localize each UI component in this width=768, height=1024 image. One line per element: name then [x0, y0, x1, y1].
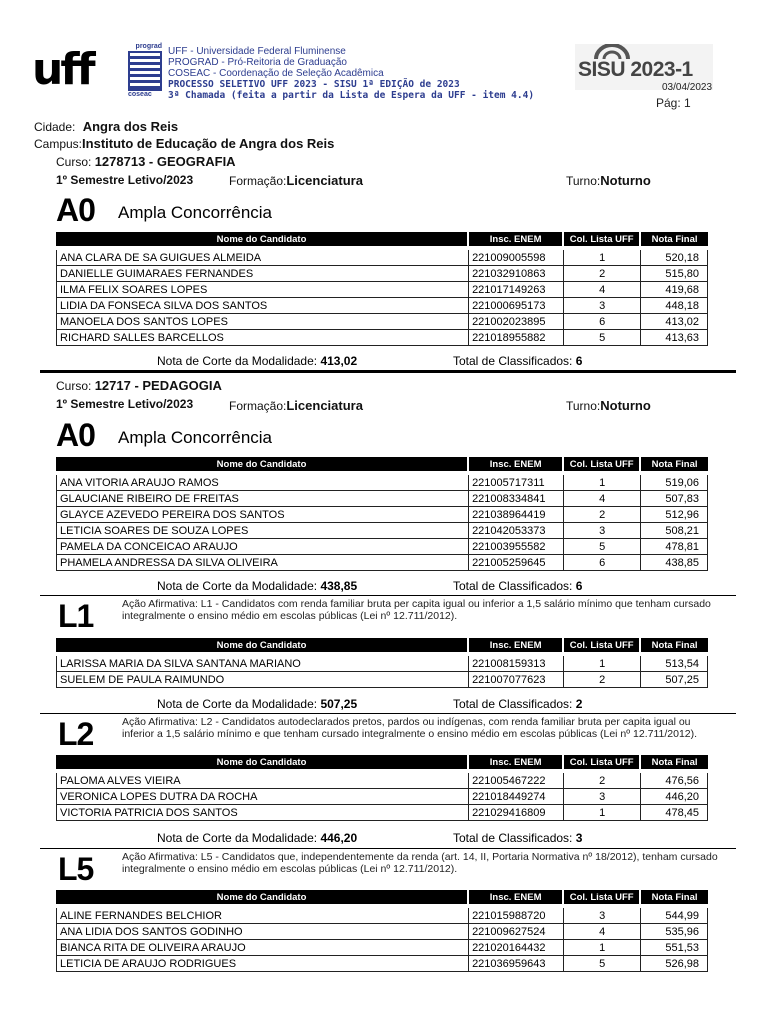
nota-corte-label: Nota de Corte da Modalidade:	[157, 697, 318, 711]
total-label: Total de Classificados:	[453, 354, 573, 368]
enem-number: 221032910863	[469, 266, 564, 282]
formacao-value: Licenciatura	[286, 398, 363, 413]
table-row	[56, 523, 708, 539]
turno-label: Turno:	[566, 174, 601, 188]
enem-number: 221018449274	[469, 789, 564, 805]
total-value: 6	[575, 579, 583, 593]
table-header-row	[56, 457, 708, 471]
page-indicator	[656, 96, 691, 110]
nota-final: 419,68	[641, 282, 708, 298]
total-classificados	[453, 697, 582, 711]
col-header-lista: Col. Lista UFF	[564, 638, 641, 652]
nota-final: 512,96	[641, 507, 708, 523]
lista-position: 2	[564, 773, 641, 789]
cidade-label: Cidade:	[34, 120, 76, 134]
candidate-name: BIANCA RITA DE OLIVEIRA ARAUJO	[56, 940, 469, 956]
modality-title: Ampla Concorrência	[118, 428, 273, 447]
nota-corte-value: 438,85	[320, 579, 358, 593]
lista-position: 1	[564, 250, 641, 266]
table-row	[56, 266, 708, 282]
nota-final: 438,85	[641, 555, 708, 571]
nota-final: 478,45	[641, 805, 708, 821]
uff-logo-text: uff	[32, 50, 93, 94]
formacao-label: Formação:	[229, 174, 287, 188]
modality-code: L2	[58, 716, 94, 752]
modality-divider	[40, 595, 736, 596]
lista-position: 1	[564, 475, 641, 491]
col-header-nome: Nome do Candidato	[56, 638, 469, 652]
candidate-name: VICTORIA PATRICIA DOS SANTOS	[56, 805, 469, 821]
candidate-name: DANIELLE GUIMARAES FERNANDES	[56, 266, 469, 282]
col-header-nota: Nota Final	[641, 232, 708, 246]
sisu-title: SISU 2023-1	[578, 58, 693, 81]
table-row	[56, 672, 708, 688]
enem-number: 221015988720	[469, 908, 564, 924]
formacao-value: Licenciatura	[286, 173, 363, 188]
lista-position: 1	[564, 805, 641, 821]
nota-final: 413,63	[641, 330, 708, 346]
candidate-name: VERONICA LOPES DUTRA DA ROCHA	[56, 789, 469, 805]
enem-number: 221009627524	[469, 924, 564, 940]
turno-row	[566, 173, 651, 188]
nota-corte	[157, 831, 357, 845]
enem-number: 221009005598	[469, 250, 564, 266]
candidate-name: RICHARD SALLES BARCELLOS	[56, 330, 469, 346]
table-header-row	[56, 890, 708, 904]
modality-divider	[40, 848, 736, 849]
table-header-row	[56, 755, 708, 769]
semestre-label: 1º Semestre Letivo/2023	[56, 397, 194, 411]
table-row	[56, 555, 708, 571]
institution-header	[168, 46, 534, 101]
nota-corte-label: Nota de Corte da Modalidade:	[157, 831, 318, 845]
curso-value: 12717 - PEDAGOGIA	[94, 378, 222, 393]
enem-number: 221000695173	[469, 298, 564, 314]
col-header-nota: Nota Final	[641, 755, 708, 769]
modality-divider	[40, 713, 736, 714]
col-header-nome: Nome do Candidato	[56, 232, 469, 246]
table-row	[56, 940, 708, 956]
lista-position: 1	[564, 940, 641, 956]
campus-label: Campus:	[34, 137, 83, 151]
coseac-logo-text: coseac	[128, 91, 152, 98]
page-number: 1	[684, 96, 691, 110]
nota-final: 508,21	[641, 523, 708, 539]
nota-final: 535,96	[641, 924, 708, 940]
curso-label: Curso:	[56, 379, 92, 393]
modality-code: L5	[58, 851, 94, 887]
col-header-enem: Insc. ENEM	[469, 457, 564, 471]
nota-final: 526,98	[641, 956, 708, 972]
table-row	[56, 773, 708, 789]
candidate-name: GLAUCIANE RIBEIRO DE FREITAS	[56, 491, 469, 507]
lista-position: 3	[564, 298, 641, 314]
enem-number: 221017149263	[469, 282, 564, 298]
header-date: 03/04/2023	[662, 82, 713, 93]
curso-value: 1278713 - GEOGRAFIA	[94, 154, 236, 169]
col-header-enem: Insc. ENEM	[469, 755, 564, 769]
nota-final: 413,02	[641, 314, 708, 330]
col-header-enem: Insc. ENEM	[469, 232, 564, 246]
lista-position: 1	[564, 656, 641, 672]
lista-position: 4	[564, 924, 641, 940]
total-label: Total de Classificados:	[453, 697, 573, 711]
nota-final: 507,25	[641, 672, 708, 688]
total-classificados	[453, 354, 582, 368]
candidate-name: LETICIA SOARES DE SOUZA LOPES	[56, 523, 469, 539]
nota-final: 478,81	[641, 539, 708, 555]
course-divider	[40, 370, 736, 373]
nota-final: 515,80	[641, 266, 708, 282]
total-label: Total de Classificados:	[453, 831, 573, 845]
semestre-label: 1º Semestre Letivo/2023	[56, 173, 194, 187]
enem-number: 221020164432	[469, 940, 564, 956]
table-row	[56, 282, 708, 298]
turno-label: Turno:	[566, 399, 601, 413]
header-line-prograd: PROGRAD - Pró-Reitoria de Graduação	[168, 57, 347, 68]
lista-position: 4	[564, 282, 641, 298]
enem-number: 221005259645	[469, 555, 564, 571]
curso-label: Curso:	[56, 155, 92, 169]
formacao-row	[229, 398, 363, 413]
lista-position: 6	[564, 314, 641, 330]
table-row	[56, 908, 708, 924]
candidate-name: ANA LIDIA DOS SANTOS GODINHO	[56, 924, 469, 940]
table-row	[56, 805, 708, 821]
formacao-row	[229, 173, 363, 188]
enem-number: 221008334841	[469, 491, 564, 507]
modality-description: Ação Afirmativa: L2 - Candidatos autodeclarados pretos, pardos ou indígenas, com renda familiar bruta per capita igual ou inferior a 1,5 salário mínimo e que tenham cursado integralmente o ensino médio em escolas públicas (Lei nº 12.711/2012).	[122, 716, 698, 740]
candidates-table	[56, 890, 708, 972]
nota-corte	[157, 697, 357, 711]
candidate-name: LIDIA DA FONSECA SILVA DOS SANTOS	[56, 298, 469, 314]
table-row	[56, 539, 708, 555]
candidate-name: PHAMELA ANDRESSA DA SILVA OLIVEIRA	[56, 555, 469, 571]
lista-position: 2	[564, 266, 641, 282]
header-process: PROCESSO SELETIVO UFF 2023 - SISU 1ª EDIÇÃO de 2023	[168, 79, 460, 90]
modality-code: A0	[56, 192, 95, 228]
nota-corte-label: Nota de Corte da Modalidade:	[157, 354, 318, 368]
campus-value: Instituto de Educação de Angra dos Reis	[82, 136, 335, 151]
enem-number: 221005467222	[469, 773, 564, 789]
candidates-table	[56, 232, 708, 346]
lista-position: 6	[564, 555, 641, 571]
candidate-name: ALINE FERNANDES BELCHIOR	[56, 908, 469, 924]
enem-number: 221018955882	[469, 330, 564, 346]
col-header-nota: Nota Final	[641, 457, 708, 471]
lista-position: 2	[564, 672, 641, 688]
enem-number: 221003955582	[469, 539, 564, 555]
header-line-uff: UFF - Universidade Federal Fluminense	[168, 46, 346, 57]
nota-corte	[157, 579, 357, 593]
nota-final: 446,20	[641, 789, 708, 805]
lista-position: 4	[564, 491, 641, 507]
candidates-table	[56, 755, 708, 821]
table-row	[56, 956, 708, 972]
lista-position: 2	[564, 507, 641, 523]
nota-corte-value: 413,02	[320, 354, 358, 368]
prograd-logo-mark	[128, 51, 162, 91]
candidate-name: PAMELA DA CONCEICAO ARAUJO	[56, 539, 469, 555]
col-header-nome: Nome do Candidato	[56, 457, 469, 471]
nota-corte-value: 507,25	[320, 697, 358, 711]
table-row	[56, 298, 708, 314]
candidate-name: LARISSA MARIA DA SILVA SANTANA MARIANO	[56, 656, 469, 672]
nota-final: 544,99	[641, 908, 708, 924]
header-call: 3ª Chamada (feita a partir da Lista de Espera da UFF - item 4.4)	[168, 90, 535, 101]
table-row	[56, 491, 708, 507]
total-value: 3	[575, 831, 583, 845]
prograd-logo	[128, 43, 162, 101]
modality-description: Ação Afirmativa: L5 - Candidatos que, independentemente da renda (art. 14, II, Portaria Normativa nº 18/2012), tenham cursado integralmente o ensino médio em escolas públicas (Lei nº 12.711/2012).	[122, 851, 718, 875]
table-header-row	[56, 638, 708, 652]
candidate-name: ILMA FELIX SOARES LOPES	[56, 282, 469, 298]
total-classificados	[453, 831, 582, 845]
col-header-lista: Col. Lista UFF	[564, 457, 641, 471]
campus-row	[34, 136, 334, 151]
header-line-coseac: COSEAC - Coordenação de Seleção Acadêmica	[168, 68, 384, 79]
enem-number: 221005717311	[469, 475, 564, 491]
cidade-row	[34, 119, 178, 134]
candidate-name: GLAYCE AZEVEDO PEREIRA DOS SANTOS	[56, 507, 469, 523]
enem-number: 221042053373	[469, 523, 564, 539]
candidate-name: LETICIA DE ARAUJO RODRIGUES	[56, 956, 469, 972]
course-header	[56, 378, 222, 393]
col-header-nome: Nome do Candidato	[56, 755, 469, 769]
enem-number: 221008159313	[469, 656, 564, 672]
modality-title: Ampla Concorrência	[118, 203, 273, 222]
candidate-name: SUELEM DE PAULA RAIMUNDO	[56, 672, 469, 688]
col-header-lista: Col. Lista UFF	[564, 890, 641, 904]
candidate-name: MANOELA DOS SANTOS LOPES	[56, 314, 469, 330]
candidate-name: ANA CLARA DE SA GUIGUES ALMEIDA	[56, 250, 469, 266]
table-row	[56, 789, 708, 805]
lista-position: 3	[564, 908, 641, 924]
enem-number: 221029416809	[469, 805, 564, 821]
modality-code: A0	[56, 417, 95, 453]
total-label: Total de Classificados:	[453, 579, 573, 593]
total-value: 6	[575, 354, 583, 368]
lista-position: 5	[564, 956, 641, 972]
table-row	[56, 924, 708, 940]
col-header-nota: Nota Final	[641, 890, 708, 904]
candidate-name: ANA VITORIA ARAUJO RAMOS	[56, 475, 469, 491]
nota-corte-value: 446,20	[320, 831, 358, 845]
prograd-logo-text: prograd	[135, 43, 162, 50]
lista-position: 3	[564, 523, 641, 539]
nota-final: 513,54	[641, 656, 708, 672]
table-row	[56, 656, 708, 672]
lista-position: 5	[564, 539, 641, 555]
enem-number: 221002023895	[469, 314, 564, 330]
nota-final: 448,18	[641, 298, 708, 314]
nota-corte	[157, 354, 357, 368]
nota-final: 551,53	[641, 940, 708, 956]
table-row	[56, 314, 708, 330]
nota-final: 519,06	[641, 475, 708, 491]
table-row	[56, 250, 708, 266]
table-header-row	[56, 232, 708, 246]
col-header-lista: Col. Lista UFF	[564, 232, 641, 246]
turno-value: Noturno	[600, 398, 651, 413]
lista-position: 3	[564, 789, 641, 805]
col-header-nome: Nome do Candidato	[56, 890, 469, 904]
modality-description: Ação Afirmativa: L1 - Candidatos com renda familiar bruta per capita igual ou inferior a 1,5 salário mínimo que tenham cursado integralmente o ensino médio em escolas públicas (Lei nº 12.711/2012).	[122, 598, 711, 622]
nota-final: 507,83	[641, 491, 708, 507]
total-value: 2	[575, 697, 583, 711]
turno-row	[566, 398, 651, 413]
enem-number: 221036959643	[469, 956, 564, 972]
candidates-table	[56, 457, 708, 571]
total-classificados	[453, 579, 582, 593]
nota-final: 520,18	[641, 250, 708, 266]
candidates-table	[56, 638, 708, 688]
nota-corte-label: Nota de Corte da Modalidade:	[157, 579, 318, 593]
candidate-name: PALOMA ALVES VIEIRA	[56, 773, 469, 789]
table-row	[56, 507, 708, 523]
col-header-enem: Insc. ENEM	[469, 638, 564, 652]
enem-number: 221007077623	[469, 672, 564, 688]
col-header-nota: Nota Final	[641, 638, 708, 652]
lista-position: 5	[564, 330, 641, 346]
nota-final: 476,56	[641, 773, 708, 789]
turno-value: Noturno	[600, 173, 651, 188]
table-row	[56, 475, 708, 491]
page-label: Pág:	[656, 96, 681, 110]
modality-code: L1	[58, 598, 94, 634]
enem-number: 221038964419	[469, 507, 564, 523]
table-row	[56, 330, 708, 346]
formacao-label: Formação:	[229, 399, 287, 413]
col-header-lista: Col. Lista UFF	[564, 755, 641, 769]
col-header-enem: Insc. ENEM	[469, 890, 564, 904]
course-header	[56, 154, 236, 169]
cidade-value: Angra dos Reis	[82, 119, 179, 134]
